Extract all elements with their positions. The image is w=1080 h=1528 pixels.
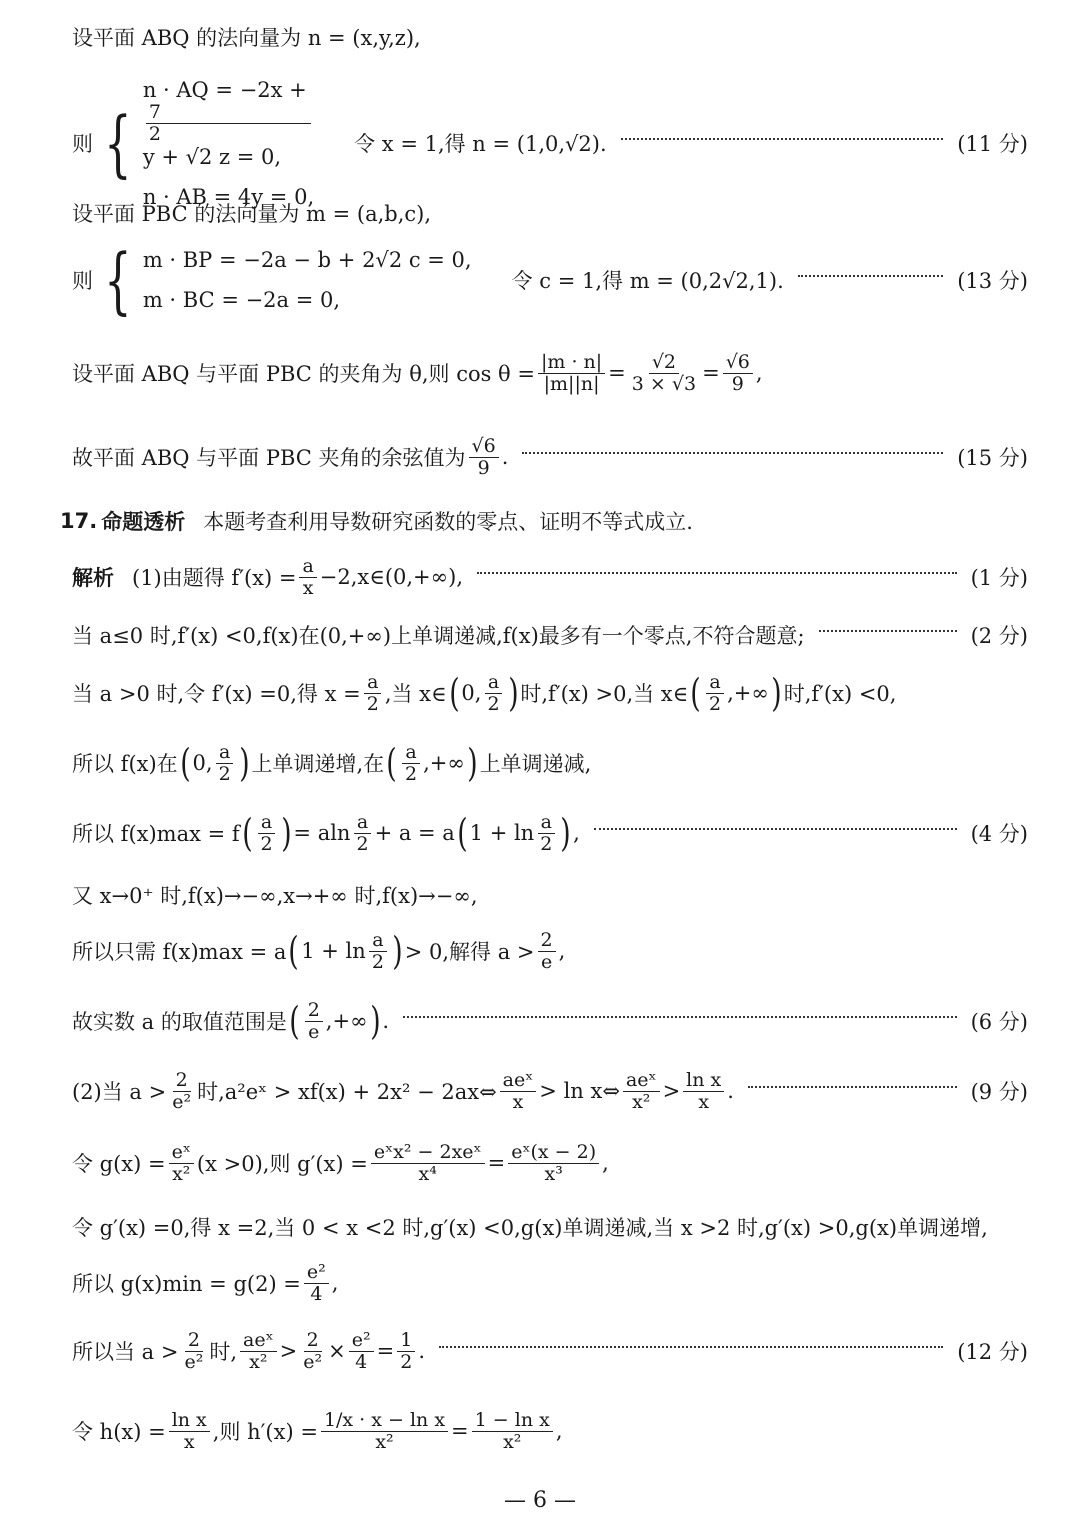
eq-1-tail: y + √2 z = 0, xyxy=(142,144,282,169)
line-conclusion: 故平面 ABQ 与平面 PBC 夹角的余弦值为 $\frac{√6}{9}$ . (15 分) xyxy=(72,435,1028,479)
score: (13 分) xyxy=(957,269,1028,293)
fraction xyxy=(723,352,753,395)
text: 上单调递减, xyxy=(479,752,592,777)
num: a xyxy=(402,742,419,764)
fraction xyxy=(321,1410,448,1453)
dot-leader xyxy=(403,1016,957,1018)
brace-icon: { xyxy=(104,238,132,322)
score: (15 分) xyxy=(957,446,1028,471)
text: 故实数 a 的取值范围是 xyxy=(72,1010,287,1035)
line-lower-bound: 所以当 a > $\frac{2}{\text{e²}}$ 时, $\frac{\text{aeˣ}}{\text{x²}}$ > $\frac{2}{\text{e²}}$ × $\frac{\text{e²}}{4}$ = $\frac{1}{2}$ . (12 分) xyxy=(72,1329,1028,1373)
den: e xyxy=(540,950,553,973)
num: a xyxy=(369,930,386,952)
text: (1)由题得 f′(x) = xyxy=(132,566,297,591)
den: 2 xyxy=(260,832,273,855)
section-label: 解析 xyxy=(72,566,114,591)
den: 4 xyxy=(310,1282,323,1305)
den: x³ xyxy=(544,1162,563,1185)
text: 又 x→0⁺ 时,f(x)→−∞,x→+∞ 时,f(x)→−∞, xyxy=(72,884,478,908)
score: (2 分) xyxy=(970,624,1028,648)
text: 上单调递增,在 xyxy=(251,752,385,777)
num: a xyxy=(216,742,233,764)
line-define-h: 令 h(x) = $\frac{\text{ln x}}{x}$ ,则 h′(x) = $\frac{\text{1/x · x − ln x}}{\text{x²}}$ = $\frac{\text{1 − ln x}}{\text{x²}}$ , xyxy=(72,1409,563,1453)
den: x⁴ xyxy=(418,1162,437,1185)
text-ze: 则 xyxy=(72,269,93,293)
line-condition: 所以只需 f(x)max = a ( 1 + ln $\frac{a}{2}$ ) > 0,解得 a > $\frac{2}{e}$ , xyxy=(72,929,566,974)
line-case-a-negative xyxy=(72,620,1028,650)
text: = aln xyxy=(293,821,351,846)
fraction xyxy=(538,352,605,395)
dot-leader xyxy=(477,572,957,574)
line-derivative xyxy=(72,556,1028,599)
den: 2 xyxy=(540,832,553,855)
den: 3 × √3 xyxy=(631,372,697,395)
text: 令 h(x) = xyxy=(72,1420,166,1445)
text: 令 g(x) = xyxy=(72,1152,166,1177)
text: > 0,解得 a > xyxy=(404,940,535,965)
fraction xyxy=(364,672,382,715)
score: (4 分) xyxy=(970,822,1028,847)
fraction xyxy=(146,102,311,145)
brace-icon: { xyxy=(104,101,132,186)
num: √6 xyxy=(469,436,499,458)
text: 所以 f(x)max = f xyxy=(72,822,240,847)
num: a xyxy=(485,672,502,694)
question-17-heading xyxy=(60,506,1028,536)
page-number: — 6 — xyxy=(504,1488,576,1513)
text: 当 a >0 时,令 f′(x) =0,得 x = xyxy=(72,682,361,707)
text: 时, xyxy=(209,1340,238,1365)
result: 令 x = 1,得 n = (1,0,√2). xyxy=(354,132,607,157)
den: 9 xyxy=(477,456,490,479)
num: a xyxy=(538,812,555,834)
text: ,当 x∈ xyxy=(384,682,447,707)
den: x² xyxy=(375,1430,394,1453)
text: > ln x⇔ xyxy=(539,1079,620,1104)
line-system-m xyxy=(72,238,1028,322)
result: 令 c = 1,得 m = (0,2√2,1). xyxy=(511,269,784,293)
line-part-2: (2)当 a > $\frac{2}{\text{e²}}$ 时,a²eˣ > xf(x) + 2x² − 2ax⇔ $\frac{\text{aeˣ}}{x}$ > ln x⇔ $\frac{\text{aeˣ}}{\text{x²}}$ > $\frac{\text{ln x}}{x}$ . (9 分) xyxy=(72,1069,1028,1113)
den: 2 xyxy=(709,692,722,715)
text: , xyxy=(558,939,566,964)
fraction xyxy=(304,1262,329,1305)
den: e xyxy=(308,1020,320,1043)
score: (12 分) xyxy=(957,1340,1028,1365)
line-monotonic: 所以 f(x)在 ( 0, $\frac{a}{2}$ ) 上单调递增,在 ( $\frac{a}{2}$ ,+∞ ) 上单调递减, xyxy=(72,741,592,786)
text: 时,f′(x) <0, xyxy=(783,682,897,707)
line-limits xyxy=(72,880,1028,910)
num: 2 xyxy=(305,1000,323,1022)
fraction xyxy=(472,1410,553,1453)
fraction xyxy=(629,352,699,395)
den: x² xyxy=(503,1430,522,1453)
line-g-monotonic xyxy=(72,1212,1028,1242)
score: (9 分) xyxy=(970,1080,1028,1105)
dot-leader xyxy=(748,1086,957,1088)
dot-leader xyxy=(621,138,944,140)
eq-2: n · AB = 4y = 0, xyxy=(142,184,315,209)
text: 令 g′(x) =0,得 x =2,当 0 < x <2 时,g′(x) <0,g(x)单调递减,当 x >2 时,g′(x) >0,g(x)单调递增, xyxy=(72,1216,988,1240)
text: 所以 g(x)min = g(2) = xyxy=(72,1272,301,1297)
text: 时,a²eˣ > xf(x) + 2x² − 2ax⇔ xyxy=(197,1080,497,1105)
text: 本题考查利用导数研究函数的零点、证明不等式成立. xyxy=(203,510,693,534)
den: 2 xyxy=(366,692,379,715)
den: 2 xyxy=(405,762,418,785)
den: 2 xyxy=(371,950,384,973)
text: 所以只需 f(x)max = a xyxy=(72,940,287,965)
text: 故平面 ABQ 与平面 PBC 夹角的余弦值为 xyxy=(72,446,466,471)
num: 2 xyxy=(538,930,556,952)
text: ,则 h′(x) = xyxy=(212,1420,318,1445)
eq-1-text: n · AQ = −2x + xyxy=(142,78,307,102)
score: (11 分) xyxy=(957,132,1028,157)
text: 设平面 ABQ 的法向量为 n = (x,y,z), xyxy=(72,26,421,50)
den: |m||n| xyxy=(543,372,600,395)
num: |m · n| xyxy=(538,352,605,374)
line-max-value: 所以 f(x)max = f ( $\frac{a}{2}$ ) = aln $\frac{a}{2}$ + a = a ( 1 + ln $\frac{a}{2}$ ) , (4 分) xyxy=(72,811,1028,856)
fraction xyxy=(508,1142,599,1185)
dot-leader xyxy=(819,630,957,632)
score: (6 分) xyxy=(970,1010,1028,1035)
line-define-g: 令 g(x) = $\frac{\text{eˣ}}{\text{x²}}$ (x >0),则 g′(x) = $\frac{\text{eˣx² − 2xeˣ}}{\text{x⁴}}$ = $\frac{\text{eˣ(x − 2)}}{\text{x³}}$ , xyxy=(72,1141,609,1185)
den: 2 xyxy=(356,832,369,855)
num: √6 xyxy=(723,352,753,374)
den: 2 xyxy=(148,122,161,145)
line-system-n xyxy=(72,78,1028,209)
dot-leader xyxy=(439,1346,943,1348)
num: a xyxy=(258,812,275,834)
num: e² xyxy=(304,1262,329,1284)
eq-1: m · BP = −2a − b + 2√2 c = 0, xyxy=(142,248,472,272)
section-label: 命题透析 xyxy=(101,510,186,534)
num: eˣx² − 2xeˣ xyxy=(371,1142,485,1164)
den: x xyxy=(302,576,314,599)
text: 当 a≤0 时,f′(x) <0,f(x)在(0,+∞)上单调递减,f(x)最多有一个零点,不符合题意; xyxy=(72,624,805,648)
num: 1/x · x − ln x xyxy=(321,1410,448,1432)
text: 设平面 PBC 的法向量为 m = (a,b,c), xyxy=(72,202,432,226)
text-ze: 则 xyxy=(72,132,93,157)
line-case-a-positive: 当 a >0 时,令 f′(x) =0,得 x = $\frac{a}{2}$ ,当 x∈ ( 0, $\frac{a}{2}$ ) 时,f′(x) >0,当 x∈ ( $\frac{a}{2}$ ,+∞ ) 时,f′(x) <0, xyxy=(72,671,897,716)
num: 7 xyxy=(146,102,311,124)
dot-leader xyxy=(594,828,957,830)
line-g-min: 所以 g(x)min = g(2) = $\frac{\text{e²}}{4}$ , xyxy=(72,1261,339,1305)
num: √2 xyxy=(649,352,679,374)
den: 9 xyxy=(731,372,744,395)
eq-2: m · BC = −2a = 0, xyxy=(142,288,341,312)
fraction xyxy=(538,930,556,973)
num: eˣ(x − 2) xyxy=(508,1142,599,1164)
num: a xyxy=(299,556,316,578)
fraction xyxy=(299,556,316,599)
question-number: 17. xyxy=(60,509,98,533)
fraction xyxy=(469,436,499,479)
text: (2)当 a > xyxy=(72,1080,167,1105)
text: , xyxy=(573,821,580,846)
score: (1 分) xyxy=(970,566,1028,591)
text: + a = a xyxy=(374,821,455,846)
num: a xyxy=(364,672,381,694)
line-normal-vector-pbc xyxy=(72,198,1028,228)
line-range: 故实数 a 的取值范围是 ( $\frac{2}{e}$ ,+∞ ) . (6 分) xyxy=(72,999,1028,1044)
num: a xyxy=(354,812,371,834)
text: 所以 f(x)在 xyxy=(72,752,178,777)
num: 1 − ln x xyxy=(472,1410,553,1432)
eq-1 xyxy=(143,78,314,169)
text: 所以当 a > xyxy=(72,1340,179,1365)
equation-system xyxy=(93,78,314,209)
text-tail: −2,x∈(0,+∞), xyxy=(319,565,464,590)
fraction xyxy=(371,1142,485,1185)
equation-system xyxy=(93,238,472,322)
den: 2 xyxy=(487,692,500,715)
den: 2 xyxy=(218,762,231,785)
dot-leader xyxy=(522,452,943,454)
text: 时,f′(x) >0,当 x∈ xyxy=(520,682,689,707)
text: 设平面 ABQ 与平面 PBC 的夹角为 θ,则 cos θ = xyxy=(72,362,535,387)
num: a xyxy=(706,672,723,694)
text: (x >0),则 g′(x) = xyxy=(196,1152,368,1177)
line-normal-vector-abq xyxy=(72,22,1028,52)
line-cos-theta: 设平面 ABQ 与平面 PBC 的夹角为 θ,则 cos θ = $\frac{|m \cdot n|}{|m||n|}$ = $\frac{√2}{3 \times √3}$ = $\frac{√6}{9}$ , xyxy=(72,351,763,395)
dot-leader xyxy=(798,275,943,277)
